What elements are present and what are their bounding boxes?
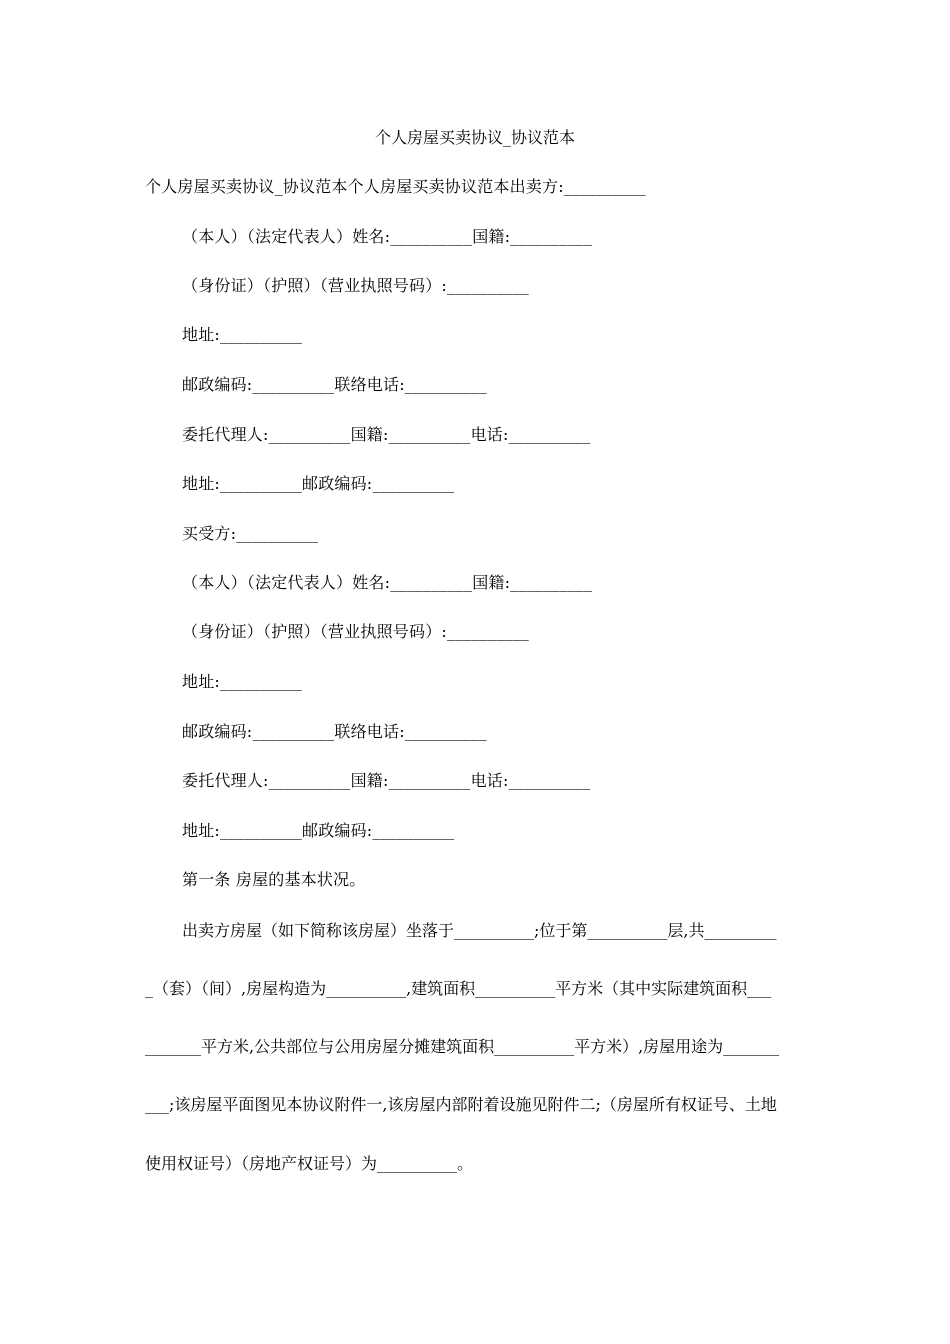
seller-address: 地址:__________ xyxy=(182,325,302,344)
document-title: 个人房屋买卖协议_协议范本 xyxy=(374,128,575,147)
seller-agent-address: 地址:__________邮政编码:__________ xyxy=(182,474,455,493)
intro-seller-line: 个人房屋买卖协议_协议范本个人房屋买卖协议范本出卖方:__________ xyxy=(145,177,646,196)
article-one-heading: 第一条 房屋的基本状况。 xyxy=(182,870,366,889)
buyer-postal-phone: 邮政编码:__________联络电话:__________ xyxy=(182,722,487,741)
article-one-text-line-1: 出卖方房屋（如下简称该房屋）坐落于__________;位于第__________层,共_________ xyxy=(182,921,777,940)
article-one-text-line-5: 使用权证号）（房地产权证号）为__________。 xyxy=(145,1154,474,1173)
buyer-line: 买受方:__________ xyxy=(182,524,319,543)
seller-name-nationality: （本人）（法定代表人）姓名:__________国籍:__________ xyxy=(182,227,593,246)
buyer-agent: 委托代理人:__________国籍:__________电话:__________ xyxy=(182,771,591,790)
article-one-text-line-2: _（套）（间）,房屋构造为__________,建筑面积__________平方米（其中实际建筑面积___ xyxy=(145,979,772,998)
buyer-name-nationality: （本人）（法定代表人）姓名:__________国籍:__________ xyxy=(182,573,593,592)
buyer-address: 地址:__________ xyxy=(182,672,302,691)
article-one-text-line-3: _______平方米,公共部位与公用房屋分摊建筑面积__________平方米）,房屋用途为_______ xyxy=(145,1037,780,1056)
buyer-agent-address: 地址:__________邮政编码:__________ xyxy=(182,821,455,840)
seller-id-number: （身份证）（护照）（营业执照号码）:__________ xyxy=(182,276,529,295)
buyer-id-number: （身份证）（护照）（营业执照号码）:__________ xyxy=(182,622,529,641)
seller-postal-phone: 邮政编码:__________联络电话:__________ xyxy=(182,375,487,394)
seller-agent: 委托代理人:__________国籍:__________电话:__________ xyxy=(182,425,591,444)
article-one-text-line-4: ___;该房屋平面图见本协议附件一,该房屋内部附着设施见附件二;（房屋所有权证号、土地 xyxy=(145,1095,777,1114)
